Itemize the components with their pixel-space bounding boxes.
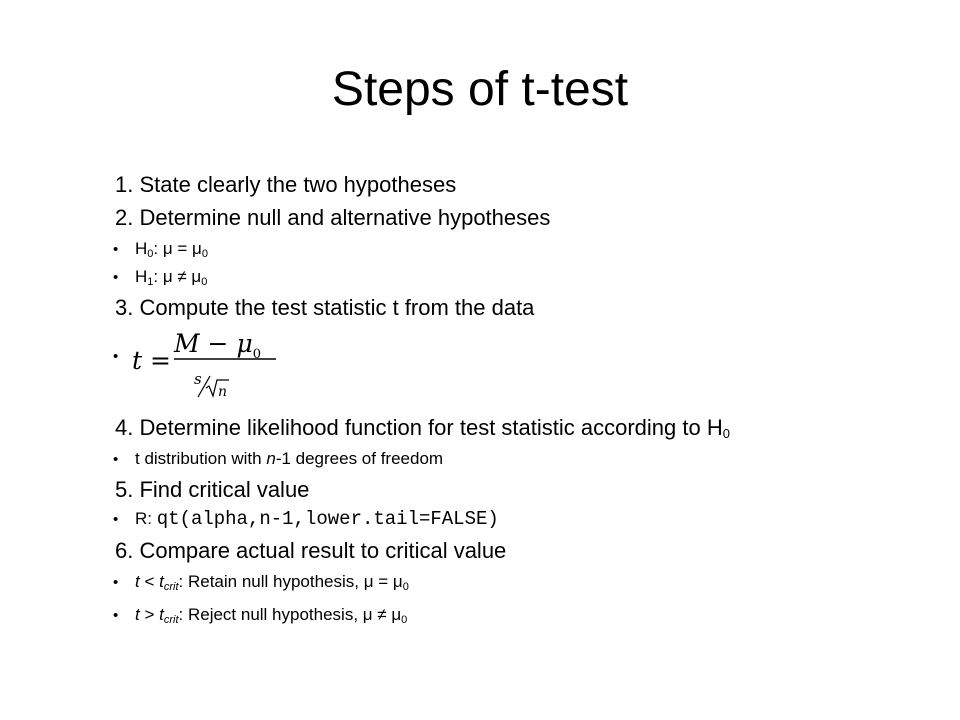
h1-sub: 1: [147, 276, 154, 288]
retain-text: : Retain null hypothesis, μ = μ: [178, 572, 403, 591]
retain-tc: t: [159, 572, 164, 591]
denominator-n: n: [218, 384, 228, 400]
bullet-icon: •: [113, 269, 119, 286]
bullet-icon: •: [113, 348, 119, 365]
step-2-label: 2. Determine null and alternative hypotheses: [115, 205, 551, 230]
step-2: [115, 204, 550, 232]
reject-text: : Reject null hypothesis, μ ≠ μ: [178, 605, 402, 624]
r-prefix: R:: [135, 509, 157, 528]
formula-lhs: t =: [132, 346, 171, 375]
formula-numerator: [173, 329, 261, 362]
step-4-label: 4. Determine likelihood function for test statistic according to H: [115, 415, 723, 440]
retain-tc-sub: crit: [163, 581, 179, 593]
likelihood-bullet: [113, 447, 443, 472]
step-1: [115, 171, 456, 199]
retain-t: t: [135, 572, 140, 591]
step-5-label: 5. Find critical value: [115, 477, 310, 502]
likelihood-pre: t distribution with: [135, 449, 267, 468]
h1-body: : μ ≠ μ: [153, 267, 202, 286]
h0-body: : μ = μ: [153, 239, 202, 258]
null-hypothesis: [113, 237, 208, 266]
h1-tail-sub: 0: [201, 276, 208, 288]
retain-tail-sub: 0: [402, 581, 409, 593]
denominator-s: s: [194, 370, 202, 388]
step-5: [115, 476, 309, 504]
step-3: [115, 294, 534, 322]
likelihood-post: -1 degrees of freedom: [275, 449, 444, 468]
alternative-hypothesis: [113, 265, 207, 294]
retain-bullet: [113, 570, 409, 599]
step-6-label: 6. Compare actual result to critical value: [115, 538, 507, 563]
step-6: [115, 537, 506, 565]
reject-tc-sub: crit: [163, 614, 179, 626]
bullet-icon: •: [113, 511, 119, 528]
reject-op: >: [139, 605, 160, 624]
step-4: [115, 414, 730, 448]
slide-title: Steps of t-test: [331, 63, 629, 116]
bullet-icon: •: [113, 607, 119, 624]
formula-numerator-text: M − μ: [174, 329, 253, 358]
reject-tail-sub: 0: [401, 614, 408, 626]
bullet-icon: •: [113, 451, 119, 468]
t-statistic-formula: [132, 324, 302, 400]
retain-op: <: [139, 572, 160, 591]
likelihood-n: n: [266, 449, 276, 468]
h0-prefix: H: [135, 239, 148, 258]
bullet-icon: •: [113, 574, 119, 591]
h0-tail-sub: 0: [201, 248, 208, 260]
formula-numerator-sub: 0: [252, 347, 261, 362]
reject-tc: t: [159, 605, 164, 624]
h0-sub: 0: [147, 248, 154, 260]
r-code: qt(alpha,n-1,lower.tail=FALSE): [156, 508, 499, 530]
reject-bullet: [113, 603, 407, 632]
step-4-sub: 0: [722, 426, 730, 441]
bullet-icon: •: [113, 241, 119, 258]
h1-prefix: H: [135, 267, 148, 286]
reject-t: t: [135, 605, 140, 624]
step-3-label: 3. Compute the test statistic t from the data: [115, 295, 535, 320]
step-1-label: 1. State clearly the two hypotheses: [115, 172, 457, 197]
critical-value-bullet: [113, 507, 499, 532]
